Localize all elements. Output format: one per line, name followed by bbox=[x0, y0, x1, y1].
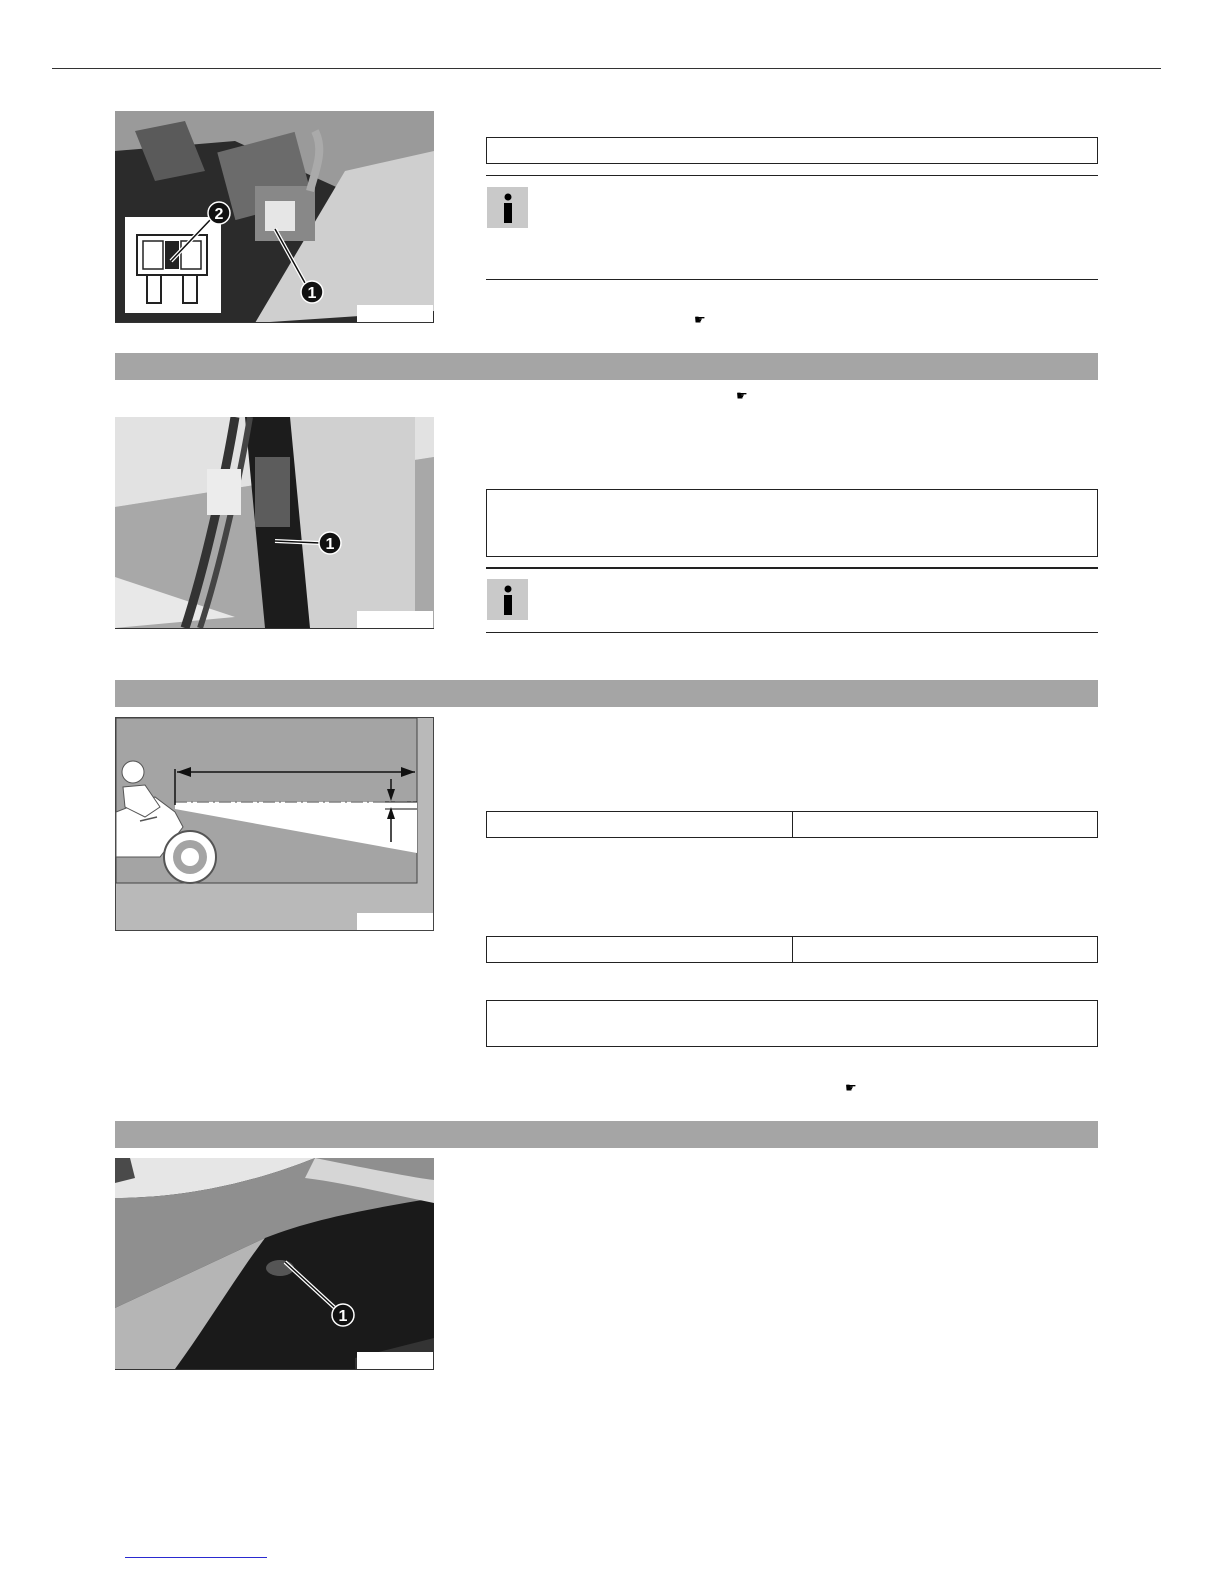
headlight-setting-note-box bbox=[486, 1000, 1098, 1047]
headlight-info-bottom-rule bbox=[486, 632, 1098, 633]
headlight-info-icon bbox=[487, 579, 528, 620]
adjust-photo bbox=[115, 1158, 434, 1369]
callout-2: 2 bbox=[214, 206, 224, 223]
headlight-pointing-hand-icon: ☛ bbox=[736, 388, 748, 403]
adjust-figure-label bbox=[357, 1352, 433, 1369]
fuse-info-top-rule bbox=[486, 175, 1098, 176]
callout-1: 1 bbox=[307, 285, 317, 302]
info-glyph-icon bbox=[501, 585, 515, 615]
spec-table-2-value-cell bbox=[792, 937, 1098, 962]
fuse-spec-box bbox=[486, 137, 1098, 164]
fuse-photo bbox=[115, 111, 434, 323]
headlight-connector-photo-icon bbox=[115, 417, 434, 628]
spec-table-1-label-cell bbox=[487, 812, 792, 837]
headlight-photo bbox=[115, 417, 434, 628]
spec-table-2-label-cell bbox=[487, 937, 792, 962]
callout-1: 1 bbox=[325, 536, 335, 553]
headlight-spec-table-1 bbox=[486, 811, 1098, 838]
footer-link[interactable] bbox=[125, 1557, 267, 1558]
info-glyph-icon bbox=[501, 193, 515, 223]
headlight-info-top-rule bbox=[486, 567, 1098, 569]
fuse-photo-baseline bbox=[115, 322, 434, 323]
section-bar-1 bbox=[115, 353, 1098, 380]
headlight-beam-diagram-icon bbox=[115, 717, 434, 931]
fuse-box-photo-icon bbox=[115, 111, 434, 323]
headlight-warning-box bbox=[486, 489, 1098, 557]
headlight-setting-diagram bbox=[115, 717, 434, 931]
headlight-setting-figure-label bbox=[357, 913, 433, 930]
setting-pointing-hand-icon: ☛ bbox=[845, 1080, 857, 1095]
headlight-spec-table-2 bbox=[486, 936, 1098, 963]
section-bar-3 bbox=[115, 1121, 1098, 1148]
fuse-info-icon bbox=[487, 187, 528, 228]
fuse-info-bottom-rule bbox=[486, 279, 1098, 280]
header-rule bbox=[52, 68, 1161, 69]
fuse-pointing-hand-icon: ☛ bbox=[694, 312, 706, 327]
headlight-figure-label bbox=[357, 611, 433, 628]
headlight-photo-baseline bbox=[115, 628, 434, 629]
section-bar-2 bbox=[115, 680, 1098, 707]
spec-table-1-value-cell bbox=[792, 812, 1098, 837]
wheel-icon bbox=[164, 831, 216, 883]
callout-1: 1 bbox=[338, 1308, 348, 1325]
adjust-photo-baseline bbox=[115, 1369, 434, 1370]
fuse-figure-label bbox=[357, 305, 433, 322]
adjusting-screw-photo-icon bbox=[115, 1158, 434, 1369]
